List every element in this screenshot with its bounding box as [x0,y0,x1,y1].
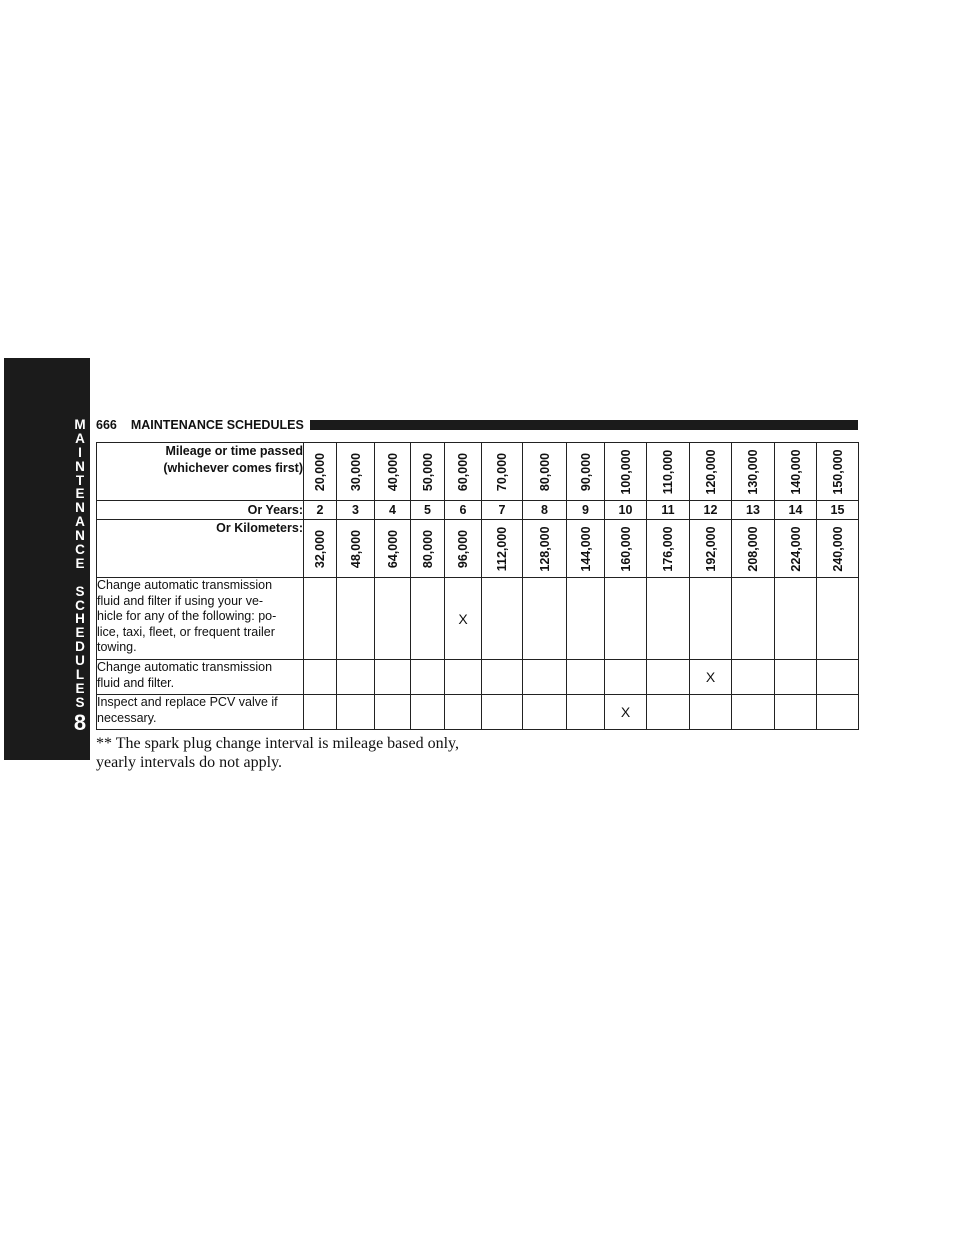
schedule-mark-cell [523,695,567,730]
footnote-line: ** The spark plug change interval is mileage based only, [96,735,460,752]
kilometers-cell [375,520,411,578]
mileage-cell [523,443,567,501]
schedule-mark-cell [337,660,375,695]
kilometers-cell-value: 224,000 [788,525,803,572]
side-letter: C [75,542,85,558]
schedule-mark-cell [304,695,337,730]
schedule-mark-cell [817,578,859,660]
mileage-cell-value: 50,000 [420,452,435,491]
schedule-mark-cell [337,578,375,660]
task-row [97,578,859,660]
header-rule [310,420,858,430]
schedule-mark-cell: X [445,578,482,660]
mileage-cell [445,443,482,501]
kilometers-cell-value: 128,000 [537,525,552,572]
schedule-mark-cell [732,578,775,660]
task-description-line: towing. [97,640,137,655]
side-letter: M [74,417,86,432]
mileage-cell-value: 40,000 [385,452,400,491]
schedule-mark-cell [375,578,411,660]
kilometers-row [97,520,859,578]
footnote [96,735,496,772]
years-cell: 5 [411,501,445,520]
mileage-cell-value: 80,000 [537,452,552,491]
mileage-cell-value: 110,000 [661,449,675,494]
task-row [97,660,859,695]
kilometers-cell [605,520,647,578]
schedule-mark-cell [523,578,567,660]
side-letter: U [75,653,85,669]
mileage-cell [567,443,605,501]
kilometers-cell-value: 48,000 [348,529,363,568]
side-letter: I [78,444,82,460]
mileage-label-line: Mileage or time passed [165,444,303,458]
schedule-mark-cell [304,578,337,660]
schedule-mark-cell [304,660,337,695]
schedule-mark-cell [411,578,445,660]
task-description-line: Change automatic transmission [97,578,273,592]
kilometers-cell-value: 96,000 [456,529,470,568]
kilometers-cell-value: 240,000 [830,525,845,572]
side-letter: E [75,555,85,571]
task-description [97,578,304,660]
schedule-mark-cell [605,660,647,695]
years-cell: 10 [605,501,647,520]
section-title: MAINTENANCE SCHEDULES [130,418,304,432]
schedule-mark-cell [445,660,482,695]
mileage-cell [337,443,375,501]
schedule-mark-cell [567,660,605,695]
years-cell: 12 [690,501,732,520]
mileage-cell-value: 60,000 [456,452,470,491]
schedule-mark-cell [647,578,690,660]
years-label: Or Years: [97,501,304,520]
mileage-cell-value: 130,000 [746,448,760,495]
mileage-cell [411,443,445,501]
schedule-mark-cell [647,660,690,695]
side-letter: T [75,472,85,488]
years-cell: 7 [482,501,523,520]
kilometers-cell [775,520,817,578]
mileage-cell [375,443,411,501]
mileage-cell-value: 70,000 [495,452,509,491]
schedule-mark-cell [411,695,445,730]
years-cell: 9 [567,501,605,520]
years-cell: 4 [375,501,411,520]
side-letter: D [75,639,85,655]
maintenance-schedule-table [96,442,859,730]
schedule-mark-cell [482,578,523,660]
schedule-mark-cell: X [605,695,647,730]
schedule-mark-cell [647,695,690,730]
kilometers-cell [817,520,859,578]
task-row [97,695,859,730]
kilometers-cell [523,520,567,578]
mileage-cell [482,443,523,501]
years-cell: 15 [817,501,859,520]
kilometers-cell [567,520,605,578]
kilometers-cell [482,520,523,578]
mileage-cell [817,443,859,501]
side-letter: E [75,486,85,502]
schedule-mark-cell [337,695,375,730]
task-description [97,695,304,730]
schedule-mark-cell [375,660,411,695]
kilometers-cell [445,520,482,578]
years-row [97,501,859,520]
mileage-cell [690,443,732,501]
mileage-cell [775,443,817,501]
years-cell: 8 [523,501,567,520]
schedule-mark-cell: X [690,660,732,695]
kilometers-cell [337,520,375,578]
side-letter-gap [70,571,90,585]
schedule-mark-cell [482,660,523,695]
mileage-cell-value: 30,000 [348,452,363,491]
chapter-number: 8 [73,710,87,735]
schedule-mark-cell [523,660,567,695]
side-letter: A [75,514,85,530]
task-description [97,660,304,695]
side-letter: S [75,583,85,599]
years-cell: 13 [732,501,775,520]
side-letter: E [75,680,85,696]
mileage-cell [605,443,647,501]
schedule-mark-cell [445,695,482,730]
schedule-mark-cell [690,578,732,660]
side-letter: N [75,528,85,544]
schedule-mark-cell [567,578,605,660]
kilometers-cell-value: 144,000 [578,525,593,572]
kilometers-cell-value: 112,000 [495,526,509,571]
mileage-cell-value: 90,000 [578,452,593,491]
kilometers-cell-value: 80,000 [420,529,435,568]
task-description-line: fluid and filter. [97,675,175,690]
years-cell: 6 [445,501,482,520]
side-letter: H [75,611,85,627]
task-description-line: Change automatic transmission [97,660,273,674]
schedule-mark-cell [411,660,445,695]
years-cell: 2 [304,501,337,520]
schedule-mark-cell [567,695,605,730]
footnote-line: yearly intervals do not apply. [96,753,283,771]
side-letter: E [75,625,85,641]
task-description-line: necessary. [97,710,157,725]
side-letter: L [75,667,85,683]
kilometers-cell [732,520,775,578]
chapter-side-title [70,418,90,710]
kilometers-cell-value: 160,000 [618,525,633,572]
mileage-cell-value: 100,000 [618,448,633,495]
mileage-label-line: (whichever comes first) [163,461,303,475]
schedule-mark-cell [775,660,817,695]
kilometers-cell-value: 176,000 [661,525,675,572]
page-number: 666 [96,418,117,432]
side-letter: S [75,694,85,710]
schedule-mark-cell [732,660,775,695]
years-cell: 3 [337,501,375,520]
schedule-mark-cell [605,578,647,660]
kilometers-cell [690,520,732,578]
kilometers-cell [304,520,337,578]
kilometers-cell-value: 208,000 [746,525,760,572]
page-header [96,417,304,433]
kilometers-cell [647,520,690,578]
mileage-cell-value: 140,000 [788,448,803,495]
mileage-cell-value: 20,000 [313,452,327,491]
schedule-mark-cell [375,695,411,730]
schedule-mark-cell [690,695,732,730]
kilometers-cell-value: 32,000 [313,529,327,568]
mileage-cell [647,443,690,501]
schedule-mark-cell [732,695,775,730]
task-description-line: lice, taxi, fleet, or frequent trailer [97,624,275,639]
schedule-mark-cell [817,695,859,730]
side-letter: N [75,458,85,474]
mileage-cell [732,443,775,501]
kilometers-cell-value: 192,000 [703,525,718,572]
kilometers-cell-value: 64,000 [385,529,400,568]
mileage-cell [304,443,337,501]
side-letter: C [75,597,85,613]
schedule-mark-cell [775,578,817,660]
task-description-line: Inspect and replace PCV valve if [97,695,278,709]
schedule-mark-cell [817,660,859,695]
years-cell: 14 [775,501,817,520]
schedule-mark-cell [775,695,817,730]
mileage-cell-value: 120,000 [703,448,718,495]
kilometers-cell [411,520,445,578]
kilometers-label: Or Kilometers: [97,520,304,578]
mileage-cell-value: 150,000 [830,448,845,495]
task-description-line: hicle for any of the following: po- [97,609,277,624]
task-description-line: fluid and filter if using your ve- [97,593,264,608]
years-cell: 11 [647,501,690,520]
side-letter: A [75,430,85,446]
mileage-label [97,443,304,501]
mileage-row [97,443,859,501]
schedule-mark-cell [482,695,523,730]
side-letter: N [75,500,85,516]
